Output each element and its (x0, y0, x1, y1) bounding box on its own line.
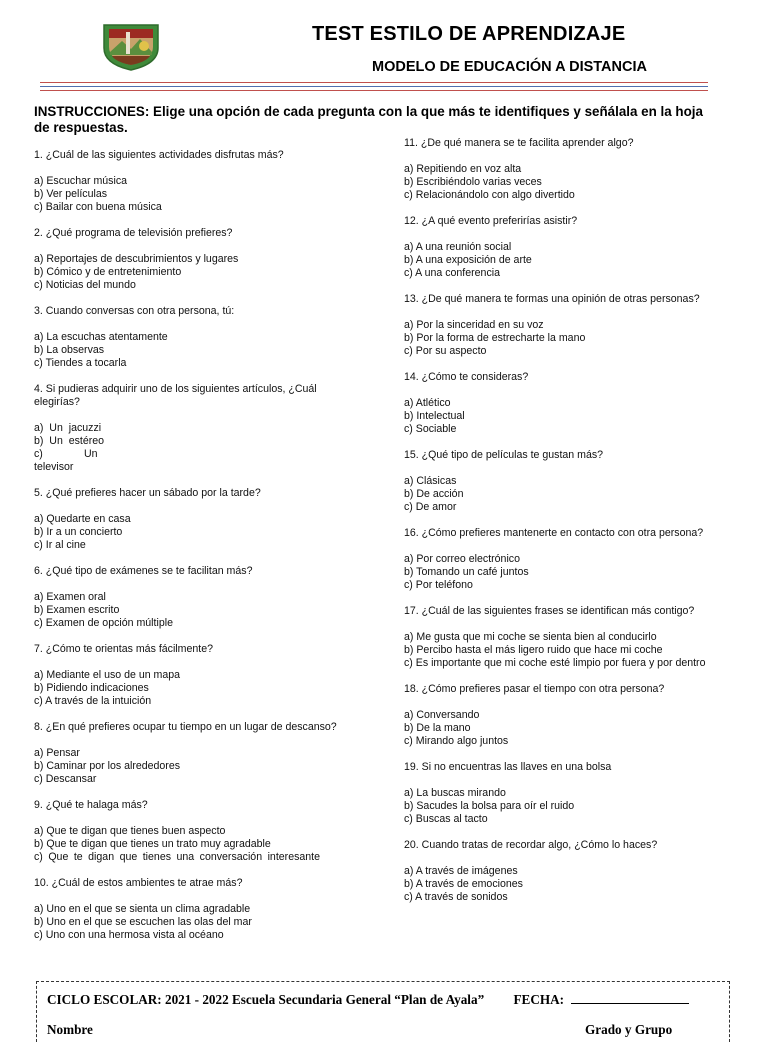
option-c: c) De amor (404, 501, 457, 513)
option-a: a) A través de imágenes (404, 865, 518, 877)
option-a: a) Por correo electrónico (404, 553, 520, 565)
question-text: 20. Cuando tratas de recordar algo, ¿Cómo lo haces? (404, 839, 658, 851)
question-text: 7. ¿Cómo te orientas más fácilmente? (34, 643, 213, 655)
option-c: c) Bailar con buena música (34, 201, 162, 213)
question-7 (34, 643, 374, 708)
option-b: b) Escribiéndolo varias veces (404, 176, 542, 188)
option-c: c) Es importante que mi coche esté limpio por fuera y por dentro (404, 657, 706, 669)
question-text: 16. ¿Cómo prefieres mantenerte en contacto con otra persona? (404, 527, 704, 539)
option-a: a) Uno en el que se sienta un clima agradable (34, 903, 251, 915)
option-b: b) Ver películas (34, 188, 108, 200)
option-c: c) Relacionándolo con algo divertido (404, 189, 575, 201)
question-text: 5. ¿Qué prefieres hacer un sábado por la tarde? (34, 487, 261, 499)
question-9 (34, 799, 374, 864)
option-a: a) Mediante el uso de un mapa (34, 669, 181, 681)
question-18 (404, 683, 734, 748)
option-c: c) Un televisor (34, 448, 145, 473)
question-1 (34, 149, 374, 214)
option-b: b) La observas (34, 344, 105, 356)
option-c: c) Descansar (34, 773, 97, 785)
question-19 (404, 761, 734, 826)
questions-left-column (34, 149, 374, 955)
option-c: c) Mirando algo juntos (404, 735, 509, 747)
school-crest-logo (100, 22, 162, 72)
option-c: c) Por teléfono (404, 579, 473, 591)
question-11 (404, 137, 734, 202)
question-13 (404, 293, 734, 358)
page-subtitle: MODELO DE EDUCACIÓN A DISTANCIA (372, 59, 647, 75)
option-a: a) A una reunión social (404, 241, 512, 253)
question-text: 8. ¿En qué prefieres ocupar tu tiempo en un lugar de descanso? (34, 721, 337, 733)
option-c: c) Noticias del mundo (34, 279, 136, 291)
option-a: a) Pensar (34, 747, 80, 759)
option-c: c) Por su aspecto (404, 345, 487, 357)
option-b: b) Percibo hasta el más ligero ruido que hace mi coche (404, 644, 663, 656)
option-b: b) Examen escrito (34, 604, 120, 616)
option-a: a) La buscas mirando (404, 787, 506, 799)
question-15 (404, 449, 734, 514)
question-3 (34, 305, 374, 370)
question-8 (34, 721, 374, 786)
name-label: Nombre (47, 1022, 93, 1037)
question-text: 11. ¿De qué manera se te facilita aprender algo? (404, 137, 634, 149)
option-c: c) Uno con una hermosa vista al océano (34, 929, 224, 941)
option-c: c) A través de la intuición (34, 695, 152, 707)
question-20 (404, 839, 734, 904)
option-c: c) Sociable (404, 423, 457, 435)
date-field[interactable] (571, 991, 689, 1004)
option-b: b) De la mano (404, 722, 471, 734)
question-text: 15. ¿Qué tipo de películas te gustan más? (404, 449, 604, 461)
option-b: b) Un estéreo (34, 435, 105, 447)
school-year-text: CICLO ESCOLAR: 2021 - 2022 Escuela Secundaria General “Plan de Ayala” (47, 992, 485, 1007)
option-b: b) Intelectual (404, 410, 465, 422)
question-text: 3. Cuando conversas con otra persona, tú: (34, 305, 235, 317)
option-c: c) Tiendes a tocarla (34, 357, 127, 369)
question-text: 17. ¿Cuál de las siguientes frases se identifican más contigo? (404, 605, 695, 617)
option-a: a) Atlético (404, 397, 451, 409)
option-b: b) Por la forma de estrecharte la mano (404, 332, 586, 344)
option-a: a) Me gusta que mi coche se sienta bien al conducirlo (404, 631, 657, 643)
question-2 (34, 227, 374, 292)
option-c: c) Examen de opción múltiple (34, 617, 173, 629)
question-5 (34, 487, 374, 552)
question-4 (34, 383, 374, 474)
option-a: a) La escuchas atentamente (34, 331, 168, 343)
header-rule-middle (40, 86, 708, 87)
option-b: b) A través de emociones (404, 878, 523, 890)
question-text: 10. ¿Cuál de estos ambientes te atrae más? (34, 877, 243, 889)
option-c: c) A través de sonidos (404, 891, 508, 903)
question-text: 6. ¿Qué tipo de exámenes se te facilitan más? (34, 565, 253, 577)
option-b: b) Sacudes la bolsa para oír el ruido (404, 800, 575, 812)
header-rule-top (40, 82, 708, 83)
option-b: b) Que te digan que tienes un trato muy agradable (34, 838, 271, 850)
question-6 (34, 565, 374, 630)
option-a: a) Clásicas (404, 475, 457, 487)
footer-box (36, 981, 730, 1042)
page-title: TEST ESTILO DE APRENDIZAJE (312, 23, 626, 45)
option-b: b) Caminar por los alrededores (34, 760, 181, 772)
question-17 (404, 605, 734, 670)
option-b: b) Uno en el que se escuchen las olas del mar (34, 916, 252, 928)
question-text: 9. ¿Qué te halaga más? (34, 799, 148, 811)
question-10 (34, 877, 374, 942)
option-c: c) Que te digan que tienes una conversación interesante (34, 851, 320, 863)
question-text: 12. ¿A qué evento preferirías asistir? (404, 215, 578, 227)
option-b: b) Tomando un café juntos (404, 566, 529, 578)
date-label: FECHA: (513, 992, 565, 1007)
option-a: a) Conversando (404, 709, 480, 721)
option-b: b) Pidiendo indicaciones (34, 682, 149, 694)
header-rule-bottom (40, 90, 708, 91)
option-a: a) Un jacuzzi (34, 422, 102, 434)
question-14 (404, 371, 734, 436)
option-a: a) Escuchar música (34, 175, 128, 187)
option-a: a) Reportajes de descubrimientos y lugares (34, 253, 239, 265)
question-text: 18. ¿Cómo prefieres pasar el tiempo con otra persona? (404, 683, 665, 695)
question-text: 13. ¿De qué manera te formas una opinión de otras personas? (404, 293, 700, 305)
option-a: a) Por la sinceridad en su voz (404, 319, 544, 331)
question-text: 19. Si no encuentras las llaves en una bolsa (404, 761, 612, 773)
grade-label: Grado y Grupo (585, 1022, 673, 1037)
question-text: 1. ¿Cuál de las siguientes actividades disfrutas más? (34, 149, 284, 161)
question-text: 4. Si pudieras adquirir uno de los siguientes artículos, ¿Cuál elegirías? (34, 383, 317, 408)
question-text: 14. ¿Cómo te consideras? (404, 371, 529, 383)
instructions: INSTRUCCIONES: Elige una opción de cada pregunta con la que más te identifiques y señálala en la hoja de respuestas. (34, 104, 703, 135)
question-text: 2. ¿Qué programa de televisión prefieres? (34, 227, 233, 239)
questions-right-column (404, 137, 734, 917)
option-a: a) Examen oral (34, 591, 106, 603)
option-c: c) Ir al cine (34, 539, 86, 551)
option-b: b) De acción (404, 488, 464, 500)
option-b: b) Cómico y de entretenimiento (34, 266, 182, 278)
question-16 (404, 527, 734, 592)
option-a: a) Quedarte en casa (34, 513, 131, 525)
option-b: b) A una exposición de arte (404, 254, 532, 266)
footer-school-line (47, 991, 689, 1008)
option-a: a) Que te digan que tienes buen aspecto (34, 825, 226, 837)
question-12 (404, 215, 734, 280)
option-c: c) Buscas al tacto (404, 813, 488, 825)
option-a: a) Repitiendo en voz alta (404, 163, 522, 175)
option-b: b) Ir a un concierto (34, 526, 123, 538)
option-c: c) A una conferencia (404, 267, 500, 279)
